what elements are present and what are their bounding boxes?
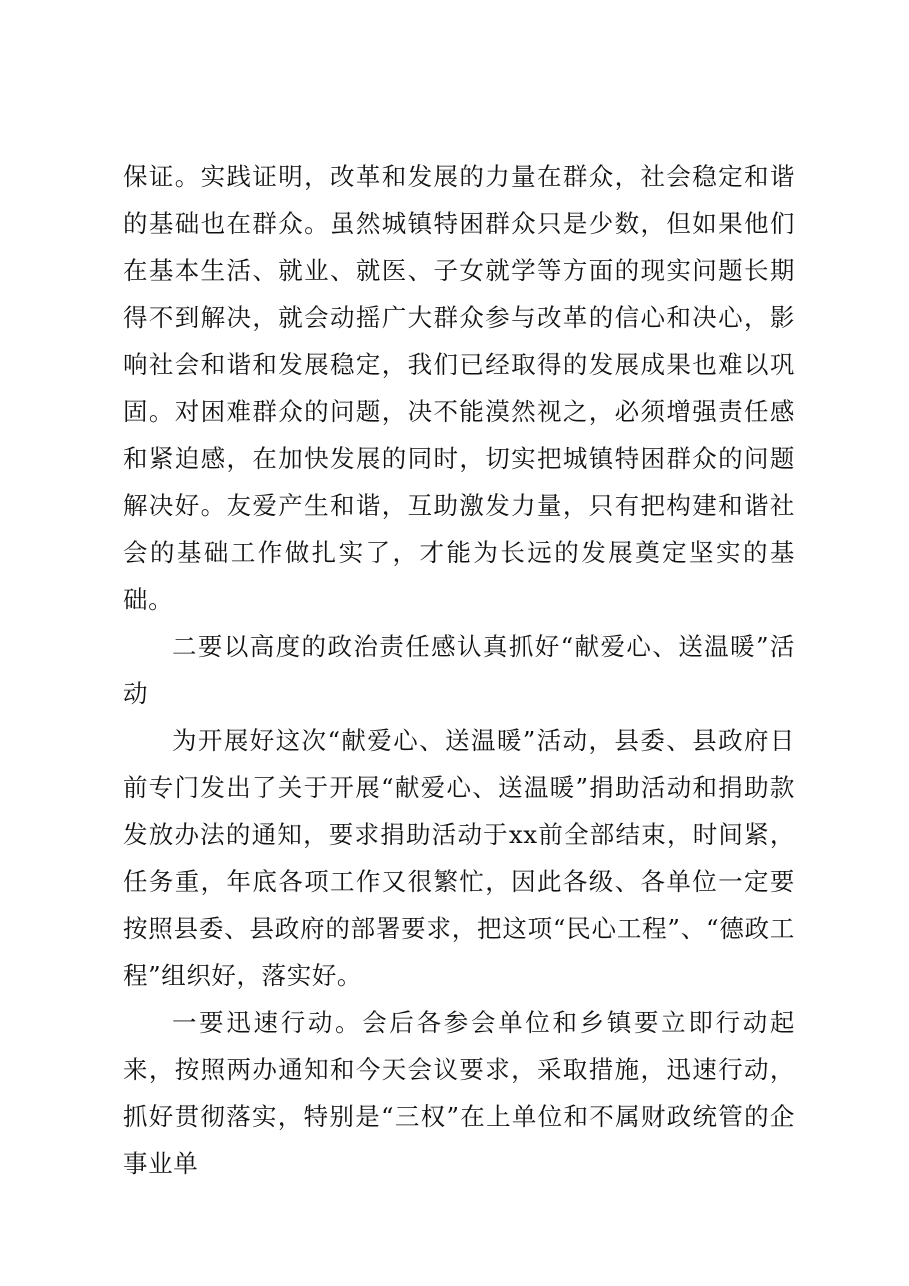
section-heading: 二要以高度的政治责任感认真抓好“献爱心、送温暖”活动 [123,632,795,708]
paragraph-activity: 为开展好这次“献爱心、送温暖”活动，县委、县政府日前专门发出了关于开展“献爱心、送温暖”捐助活动和捐助款发放办法的通知，要求捐助活动于xx前全部结束，时间紧，任务重，年底各项工作又很繁忙，因此各级、各单位一定要按照县委、县政府的部署要求，把这项“民心工程”、“德政工程”组织好，落实好。 [123,726,795,990]
paragraph-continuation: 保证。实践证明，改革和发展的力量在群众，社会稳定和谐的基础也在群众。虽然城镇特困群众只是少数，但如果他们在基本生活、就业、就医、子女就学等方面的现实问题长期得不到解决，就会动摇广大群众参与改革的信心和决心，影响社会和谐和发展稳定，我们已经取得的发展成果也难以巩固。对困难群众的问题，决不能漠然视之，必须增强责任感和紧迫感，在加快发展的同时，切实把城镇特困群众的问题解决好。友爱产生和谐，互助激发力量，只有把构建和谐社会的基础工作做扎实了，才能为长远的发展奠定坚实的基础。 [123,162,795,614]
paragraph-action: 一要迅速行动。会后各参会单位和乡镇要立即行动起来，按照两办通知和今天会议要求，采取措施，迅速行动，抓好贯彻落实，特别是“三权”在上单位和不属财政统管的企事业单 [123,1008,795,1178]
document-body [123,153,795,1187]
